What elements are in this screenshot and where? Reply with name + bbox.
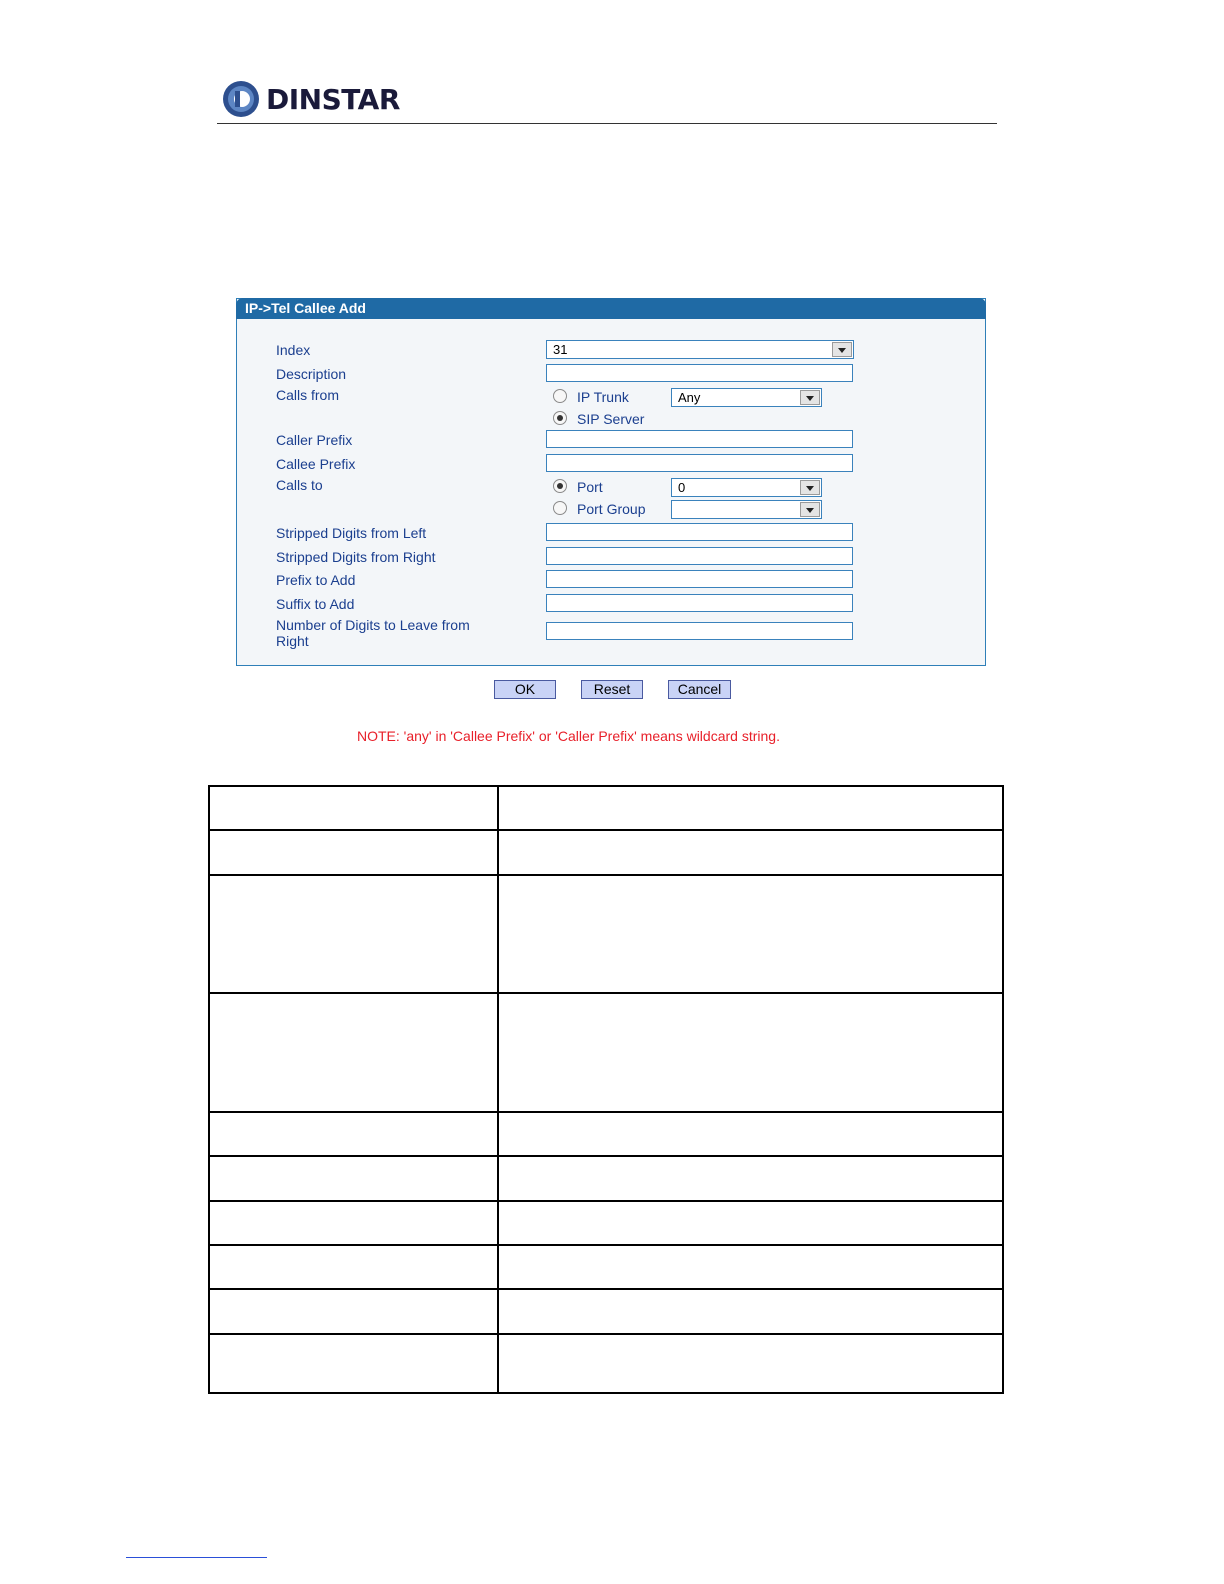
stripped-left-label: Stripped Digits from Left [276,525,427,541]
stripped-left-input[interactable] [546,523,853,541]
prefix-add-label: Prefix to Add [276,572,356,588]
chevron-down-icon[interactable] [800,480,820,495]
cancel-button[interactable]: Cancel [668,680,731,699]
table-cell [498,1289,1003,1334]
table-cell [498,993,1003,1112]
digits-leave-label-line2: Right [276,633,309,649]
table-row [209,830,1003,875]
header-divider [217,123,997,124]
ok-button[interactable]: OK [494,680,556,699]
table-row [209,1245,1003,1289]
table-row [209,1334,1003,1393]
table-cell [209,1156,498,1201]
table-cell [498,875,1003,993]
ip-trunk-select[interactable] [671,388,822,407]
table-cell [209,875,498,993]
digits-leave-input[interactable] [546,622,853,640]
callee-prefix-input[interactable] [546,454,853,472]
table-row [209,875,1003,993]
reset-button[interactable]: Reset [581,680,643,699]
chevron-down-icon[interactable] [832,342,852,357]
port-group-label: Port Group [577,501,646,517]
table-row [209,993,1003,1112]
footer-link-underline[interactable] [126,1557,267,1558]
prefix-add-input[interactable] [546,570,853,588]
table-row [209,1156,1003,1201]
ip-trunk-label: IP Trunk [577,389,629,405]
caller-prefix-label: Caller Prefix [276,432,353,448]
chevron-down-icon[interactable] [800,502,820,517]
table-cell [209,786,498,830]
description-label: Description [276,366,347,382]
stripped-right-input[interactable] [546,547,853,565]
table-cell [209,1245,498,1289]
table-row [209,1112,1003,1156]
sip-server-label: SIP Server [577,411,645,427]
description-input[interactable] [546,364,853,382]
table-cell [498,1245,1003,1289]
logo-text: DINSTAR [266,82,400,116]
calls-to-label: Calls to [276,477,323,493]
port-group-radio[interactable] [553,501,567,515]
calls-from-label: Calls from [276,387,340,403]
index-select[interactable] [546,340,854,359]
caller-prefix-input[interactable] [546,430,853,448]
table-cell [209,1201,498,1245]
table-cell [498,786,1003,830]
wildcard-note: NOTE: 'any' in 'Callee Prefix' or 'Caller Prefix' means wildcard string. [357,728,780,744]
chevron-down-icon[interactable] [800,390,820,405]
stripped-right-label: Stripped Digits from Right [276,549,436,565]
ip-trunk-select-value: Any [678,390,701,405]
table-cell [209,830,498,875]
dinstar-logo-icon [222,80,260,118]
index-label: Index [276,342,311,358]
port-select[interactable] [671,478,822,497]
callee-prefix-label: Callee Prefix [276,456,356,472]
table-cell [209,993,498,1112]
table-cell [209,1334,498,1393]
sip-server-radio[interactable] [553,411,567,425]
dinstar-logo [222,79,400,119]
table-cell [498,1201,1003,1245]
port-select-value: 0 [678,480,686,495]
table-row [209,1201,1003,1245]
ip-trunk-radio[interactable] [553,389,567,403]
table-cell [209,1112,498,1156]
port-group-select[interactable] [671,500,822,519]
table-cell [498,830,1003,875]
table-cell [498,1156,1003,1201]
parameter-table [208,785,1004,1394]
index-select-value: 31 [553,342,568,357]
panel-title: IP->Tel Callee Add [236,298,986,319]
suffix-add-input[interactable] [546,594,853,612]
port-label: Port [577,479,603,495]
ip-tel-callee-add-panel [236,298,986,666]
table-row [209,786,1003,830]
port-radio[interactable] [553,479,567,493]
suffix-add-label: Suffix to Add [276,596,355,612]
table-cell [209,1289,498,1334]
table-cell [498,1112,1003,1156]
table-cell [498,1334,1003,1393]
digits-leave-label-line1: Number of Digits to Leave from [276,617,470,633]
table-row [209,1289,1003,1334]
